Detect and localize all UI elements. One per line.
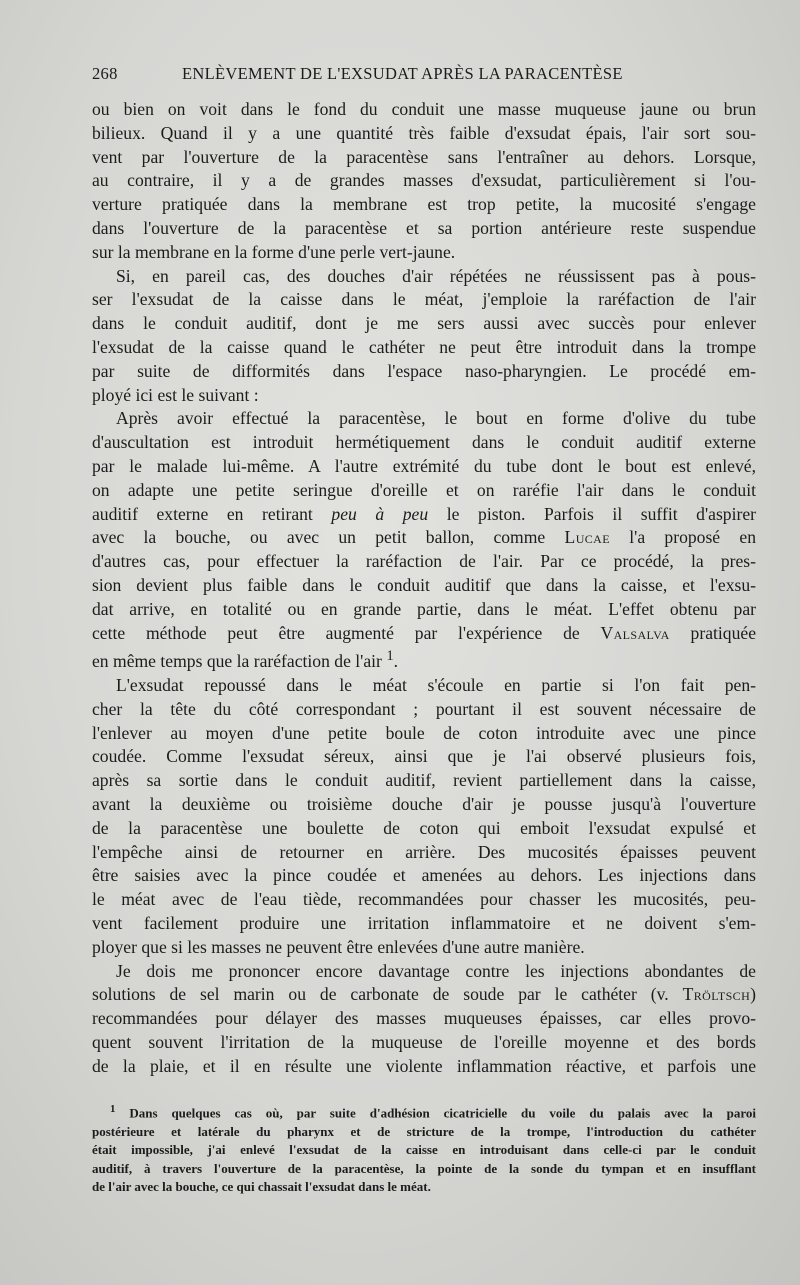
running-head xyxy=(92,64,672,88)
text-line: d'autres cas, pour effectuer la raréfaction de l'air. Par ce procédé, la pres- xyxy=(92,551,756,572)
text-line: vent facilement produire une irritation inflammatoire et ne doivent s'em- xyxy=(92,912,756,933)
text-segment: ) xyxy=(750,984,756,1005)
text-segment: pratiquée xyxy=(690,622,756,643)
author-name-troltsch: Tröltsch xyxy=(682,984,751,1005)
text-line xyxy=(92,622,756,646)
text-line: ployé ici est le suivant : xyxy=(92,384,259,405)
text-line: bilieux. Quand il y a une quantité très faible d'exsudat épais, l'air sort sou- xyxy=(92,122,756,143)
footnote-line: était impossible, j'ai enlevé l'exsudat de la caisse en introduisant dans celle-ci par le conduit xyxy=(92,1142,756,1158)
text-segment: le piston. Parfois il suffit d'aspirer xyxy=(446,503,757,524)
text-line: par le malade lui-même. A l'autre extrémité du tube dont le bout est enlevé, xyxy=(92,455,756,476)
running-title: ENLÈVEMENT DE L'EXSUDAT APRÈS LA PARACENTÈSE xyxy=(182,64,623,83)
text-segment: cette méthode peut être augmenté par l'expérience de xyxy=(92,622,580,643)
text-line: Après avoir effectué la paracentèse, le bout en forme d'olive du tube xyxy=(116,408,756,429)
text-line: sion devient plus faible dans le conduit auditif que dans la caisse, et l'exsu- xyxy=(92,574,756,595)
text-line: au contraire, il y a de grandes masses d'exsudat, particulièrement si l'ou- xyxy=(92,170,756,191)
text-line: dat arrive, en totalité ou en grande partie, dans le méat. L'effet obtenu par xyxy=(92,598,756,619)
author-name-valsalva: Valsalva xyxy=(600,622,670,643)
text-line: dans le conduit auditif, dont je me sers aussi avec succès pour enlever xyxy=(92,313,756,334)
text-line: sur la membrane en la forme d'une perle vert-jaune. xyxy=(92,241,456,262)
footnote-line: de l'air avec la bouche, ce qui chassait l'exsudat dans le méat. xyxy=(92,1179,431,1195)
text-segment: solutions de sel marin ou de carbonate de soude par le cathéter (v. xyxy=(92,984,669,1005)
text-line: de la plaie, et il en résulte une violente inflammation réactive, et parfois une xyxy=(92,1055,756,1076)
italic-phrase: peu à peu xyxy=(331,503,429,524)
text-line: recommandées pour délayer des masses muqueuses épaisses, car elles provo- xyxy=(92,1008,756,1029)
footnote-line: auditif, à travers l'ouverture de la paracentèse, la pointe de la sonde du tympan et en insufflant xyxy=(92,1160,756,1176)
footnote-number: 1 xyxy=(110,1103,116,1115)
footnote-text: Dans quelques cas où, par suite d'adhésion cicatricielle du voile du palais avec la paroi xyxy=(129,1105,756,1121)
text-line: de la paracentèse une boulette de coton qui emboit l'exsudat expulsé et xyxy=(92,817,756,838)
text-line: verture pratiquée dans la membrane est trop petite, la mucosité s'engage xyxy=(92,194,756,215)
text-line: L'exsudat repoussé dans le méat s'écoule en partie si l'on fait pen- xyxy=(116,674,756,695)
text-line: avant la deuxième ou troisième douche d'air je pousse jusqu'à l'ouverture xyxy=(92,793,756,814)
text-line xyxy=(92,983,756,1007)
footnote xyxy=(92,1100,756,1197)
text-line: d'auscultation est introduit hermétiquement dans le conduit auditif externe xyxy=(92,432,756,453)
text-line: l'empêche ainsi de retourner en arrière. Des mucosités épaisses peuvent xyxy=(92,841,756,862)
footnote-reference: 1 xyxy=(386,648,394,665)
text-segment: en même temps que la raréfaction de l'air xyxy=(92,651,382,672)
text-line: Je dois me prononcer encore davantage contre les injections abondantes de xyxy=(116,960,756,981)
text-segment: l'a proposé en xyxy=(629,527,757,548)
text-segment: avec la bouche, ou avec un petit ballon, comme xyxy=(92,527,546,548)
text-segment: auditif externe en retirant xyxy=(92,503,313,524)
footnote-line: postérieure et latérale du pharynx et de stricture de la trompe, l'introduction du cathéter xyxy=(92,1123,756,1139)
footnote-line xyxy=(92,1100,756,1123)
text-line: dans l'ouverture de la paracentèse et sa portion antérieure reste suspendue xyxy=(92,217,756,238)
text-line: par suite de difformités dans l'espace naso-pharyngien. Le procédé em- xyxy=(92,360,756,381)
text-line: Si, en pareil cas, des douches d'air répétées ne réussissent pas à pous- xyxy=(116,265,756,286)
text-line: ou bien on voit dans le fond du conduit une masse muqueuse jaune ou brun xyxy=(92,99,756,119)
text-line: l'exsudat de la caisse quand le cathéter ne peut être introduit dans la trompe xyxy=(92,336,756,357)
text-line: l'enlever au moyen d'une petite boule de coton introduite avec une pince xyxy=(92,722,756,743)
text-line: après sa sortie dans le conduit auditif, revient partiellement dans la caisse, xyxy=(92,770,756,791)
text-line: quent souvent l'irritation de la muqueuse de l'oreille moyenne et des bords xyxy=(92,1031,756,1052)
text-segment: . xyxy=(393,651,399,672)
page-number: 268 xyxy=(92,64,118,83)
text-line: être saisies avec la pince coudée et amenées au dehors. Les injections dans xyxy=(92,865,756,886)
text-line: coudée. Comme l'exsudat séreux, ainsi que je l'ai observé plusieurs fois, xyxy=(92,746,756,767)
author-name-lucae: Lucae xyxy=(564,527,610,548)
text-line: le méat avec de l'eau tiède, recommandées pour chasser les mucosités, peu- xyxy=(92,889,756,910)
text-line: ser l'exsudat de la caisse dans le méat, j'emploie la raréfaction de l'air xyxy=(92,289,756,310)
text-line: vent par l'ouverture de la paracentèse sans l'entraîner au dehors. Lorsque, xyxy=(92,146,756,167)
text-line xyxy=(92,503,756,527)
text-line: on adapte une petite seringue d'oreille et on raréfie l'air dans le conduit xyxy=(92,479,756,500)
text-line xyxy=(92,526,756,550)
text-line: cher la tête du côté correspondant ; pourtant il est souvent nécessaire de xyxy=(92,698,756,719)
text-line: ployer que si les masses ne peuvent être enlevées d'une autre manière. xyxy=(92,936,585,957)
text-line xyxy=(92,645,756,674)
body-text xyxy=(92,98,756,1079)
